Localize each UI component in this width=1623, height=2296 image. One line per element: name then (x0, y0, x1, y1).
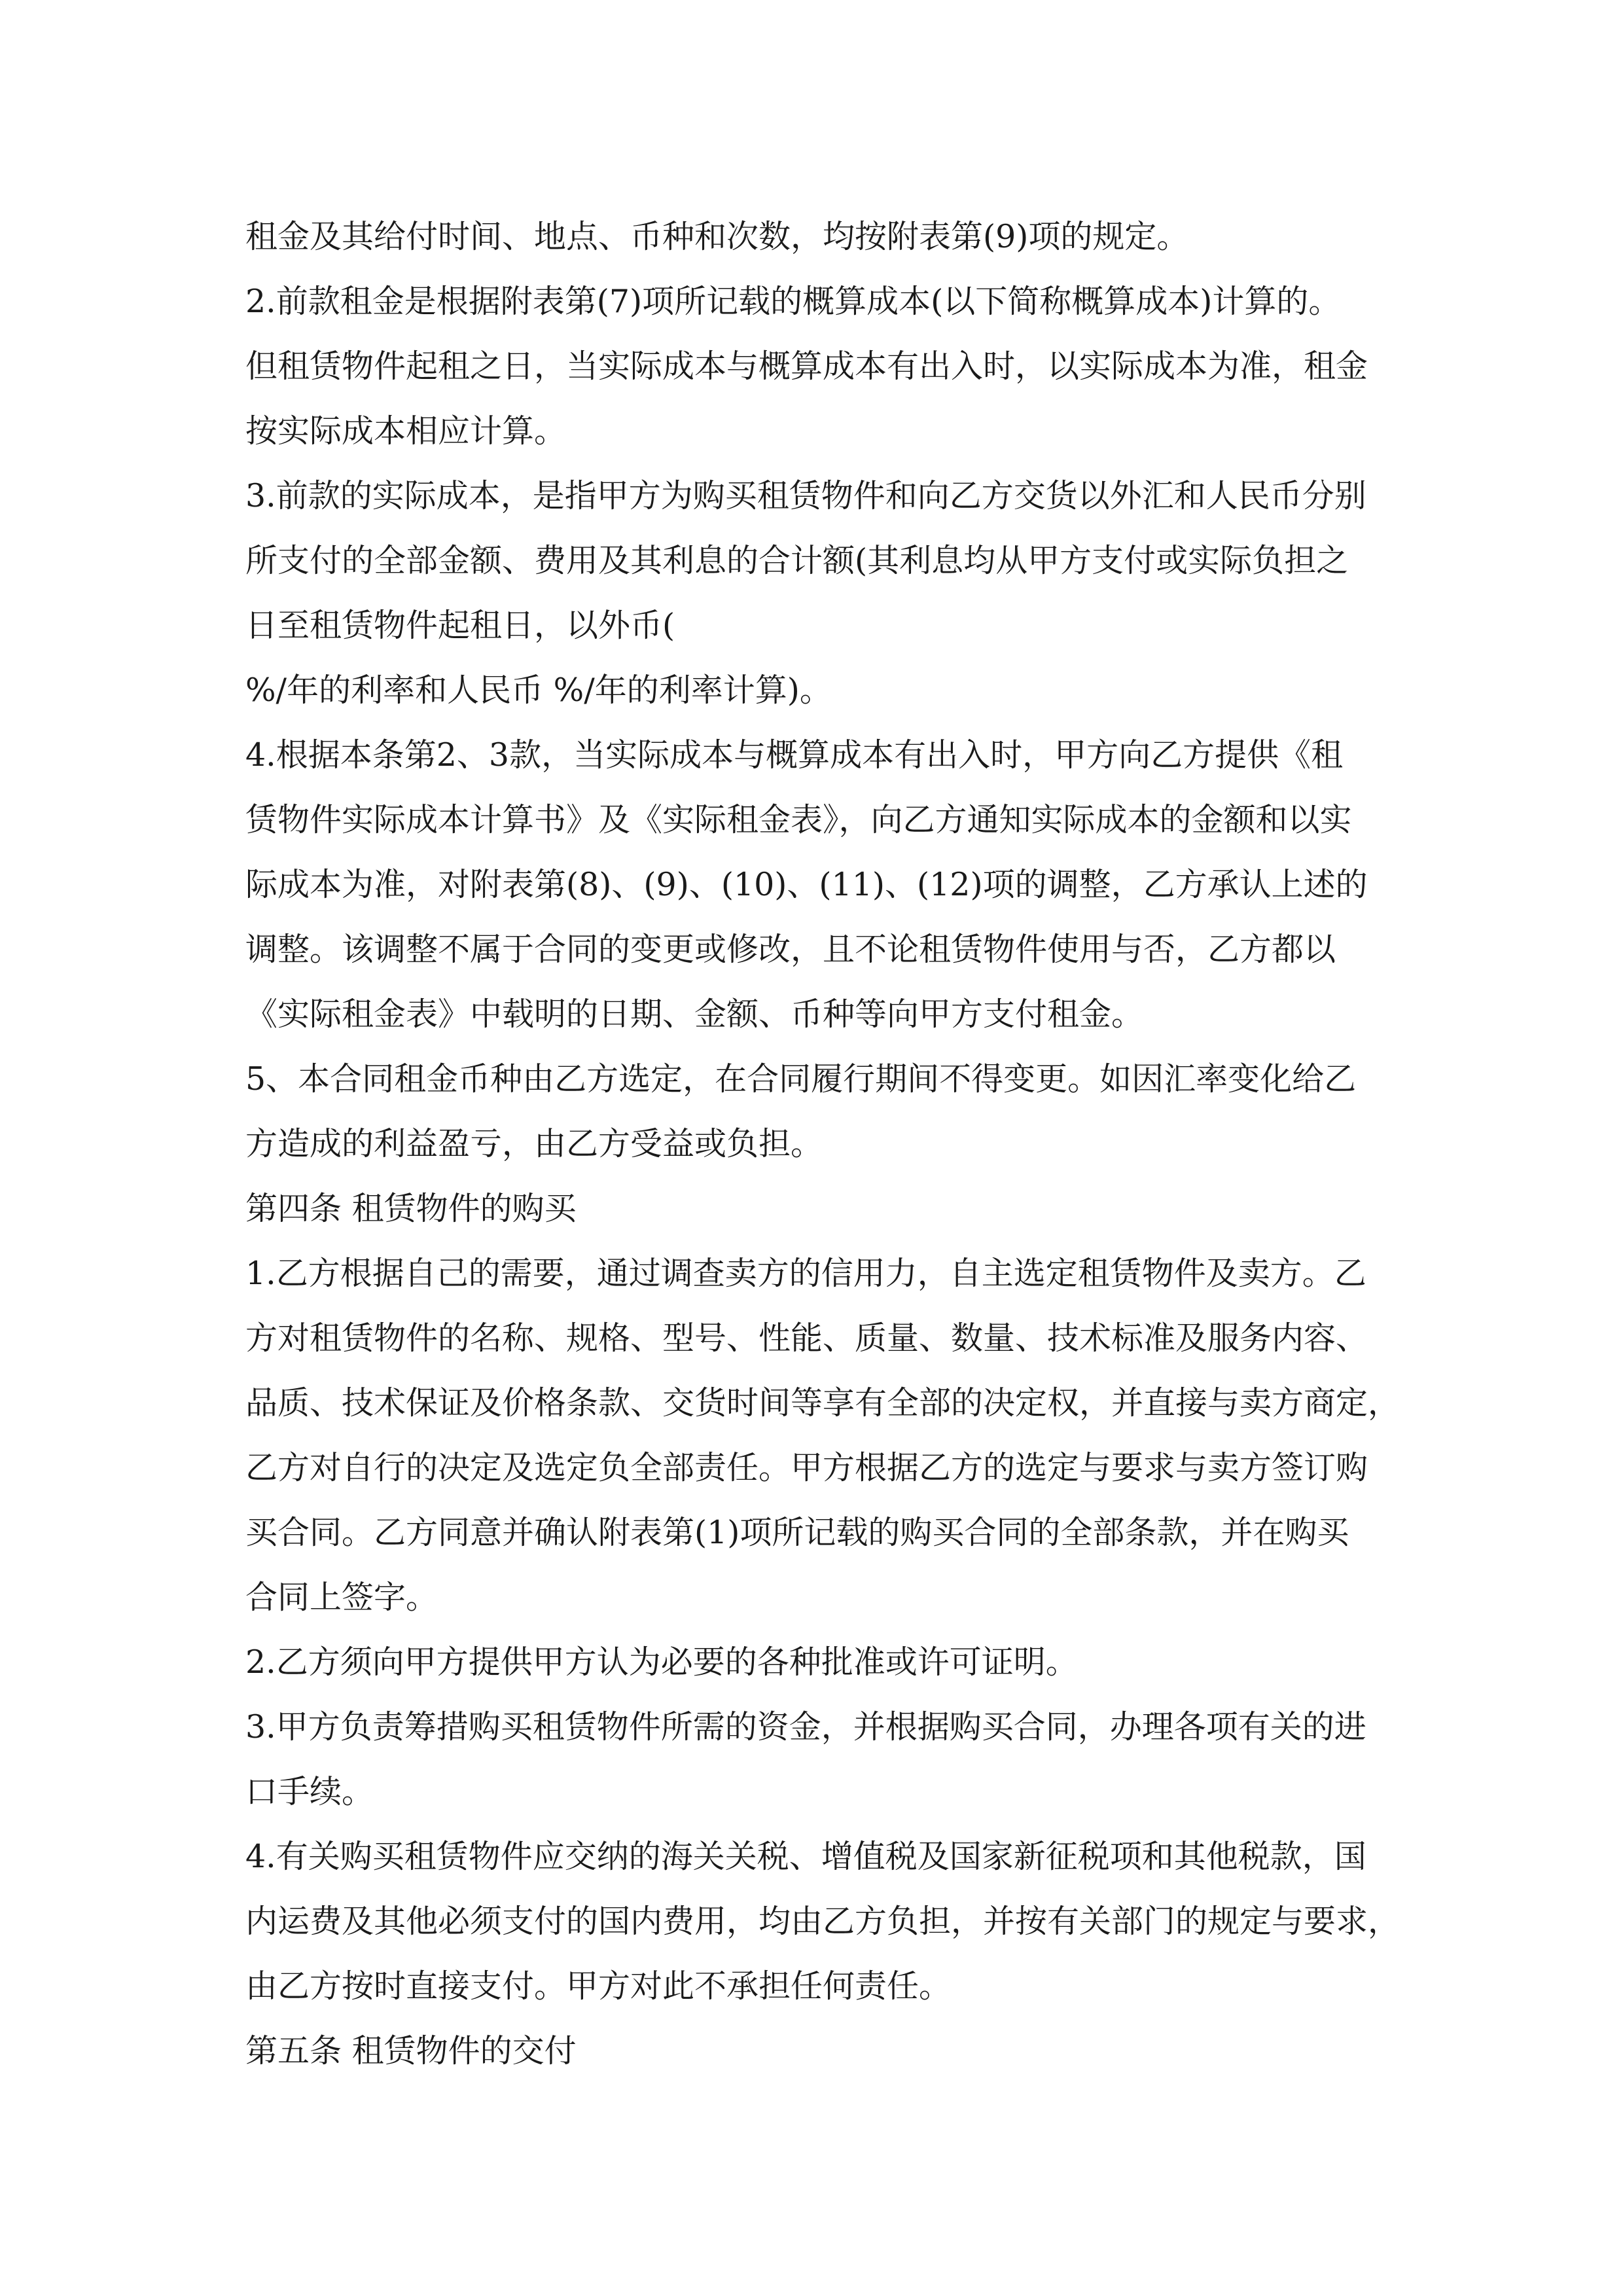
paragraph-rent-payment-terms (245, 204, 1410, 269)
text-line: 方对租赁物件的名称、规格、型号、性能、质量、数量、技术标准及服务内容、 (245, 1319, 1368, 1357)
text-line: 由乙方按时直接支付。甲方对此不承担任何责任。 (245, 1967, 952, 2005)
text-line: 方造成的利益盈亏，由乙方受益或负担。 (245, 1125, 823, 1162)
text-line: 1.乙方根据自己的需要，通过调查卖方的信用力，自主选定租赁物件及卖方。乙 (245, 1255, 1366, 1292)
document-body (245, 204, 1410, 2083)
paragraph-article-4-clause-2 (245, 1630, 1410, 1695)
text-line: 合同上签字。 (245, 1579, 438, 1616)
text-line: 买合同。乙方同意并确认附表第(1)项所记载的购买合同的全部条款，并在购买 (245, 1514, 1349, 1551)
paragraph-clause-5-currency (245, 1047, 1410, 1176)
text-line: 际成本为准，对附表第(8)、(9)、(10)、(11)、(12)项的调整，乙方承认上述的 (245, 866, 1368, 903)
text-line: 品质、技术保证及价格条款、交货时间等享有全部的决定权，并直接与卖方商定， (245, 1384, 1400, 1422)
article-5-heading (245, 2018, 1410, 2083)
text-line: 日至租赁物件起租日，以外币( (245, 607, 675, 644)
text-line: 3.前款的实际成本，是指甲方为购买租赁物件和向乙方交货以外汇和人民币分别 (245, 477, 1366, 514)
text-line: 口手续。 (245, 1773, 374, 1810)
paragraph-clause-4-cost-adjustment (245, 723, 1410, 1047)
text-line: 2.前款租金是根据附表第(7)项所记载的概算成本(以下简称概算成本)计算的。 (245, 283, 1341, 320)
text-line: 《实际租金表》中载明的日期、金额、币种等向甲方支付租金。 (245, 996, 1144, 1033)
text-line: 3.甲方负责筹措购买租赁物件所需的资金，并根据购买合同，办理各项有关的进 (245, 1708, 1366, 1746)
text-line: %/年的利率和人民币 %/年的利率计算)。 (245, 672, 832, 709)
text-line: 租金及其给付时间、地点、币种和次数，均按附表第(9)项的规定。 (245, 218, 1189, 255)
paragraph-article-4-clause-4 (245, 1824, 1410, 2018)
text-line: 2.乙方须向甲方提供甲方认为必要的各种批准或许可证明。 (245, 1643, 1078, 1681)
text-line: 调整。该调整不属于合同的变更或修改，且不论租赁物件使用与否，乙方都以 (245, 931, 1336, 968)
section-heading: 第四条 租赁物件的购买 (245, 1190, 577, 1227)
text-line: 乙方对自行的决定及选定负全部责任。甲方根据乙方的选定与要求与卖方签订购 (245, 1449, 1368, 1486)
text-line: 5、本合同租金币种由乙方选定，在合同履行期间不得变更。如因汇率变化给乙 (245, 1060, 1357, 1098)
text-line: 所支付的全部金额、费用及其利息的合计额(其利息均从甲方支付或实际负担之 (245, 542, 1349, 579)
paragraph-clause-3-actual-cost (245, 463, 1410, 723)
text-line: 赁物件实际成本计算书》及《实际租金表》，向乙方通知实际成本的金额和以实 (245, 801, 1352, 838)
paragraph-clause-2-estimated-cost (245, 269, 1410, 463)
text-line: 内运费及其他必须支付的国内费用，均由乙方负担，并按有关部门的规定与要求， (245, 1903, 1400, 1940)
text-line: 按实际成本相应计算。 (245, 412, 567, 450)
section-heading: 第五条 租赁物件的交付 (245, 2032, 577, 2070)
text-line: 4.有关购买租赁物件应交纳的海关关税、增值税及国家新征税项和其他税款，国 (245, 1838, 1366, 1875)
text-line: 但租赁物件起租之日，当实际成本与概算成本有出入时，以实际成本为准，租金 (245, 348, 1368, 385)
text-line: 4.根据本条第2、3款，当实际成本与概算成本有出入时，甲方向乙方提供《租 (245, 736, 1344, 774)
paragraph-article-4-clause-3 (245, 1695, 1410, 1824)
article-4-heading (245, 1176, 1410, 1241)
paragraph-article-4-clause-1 (245, 1241, 1410, 1630)
